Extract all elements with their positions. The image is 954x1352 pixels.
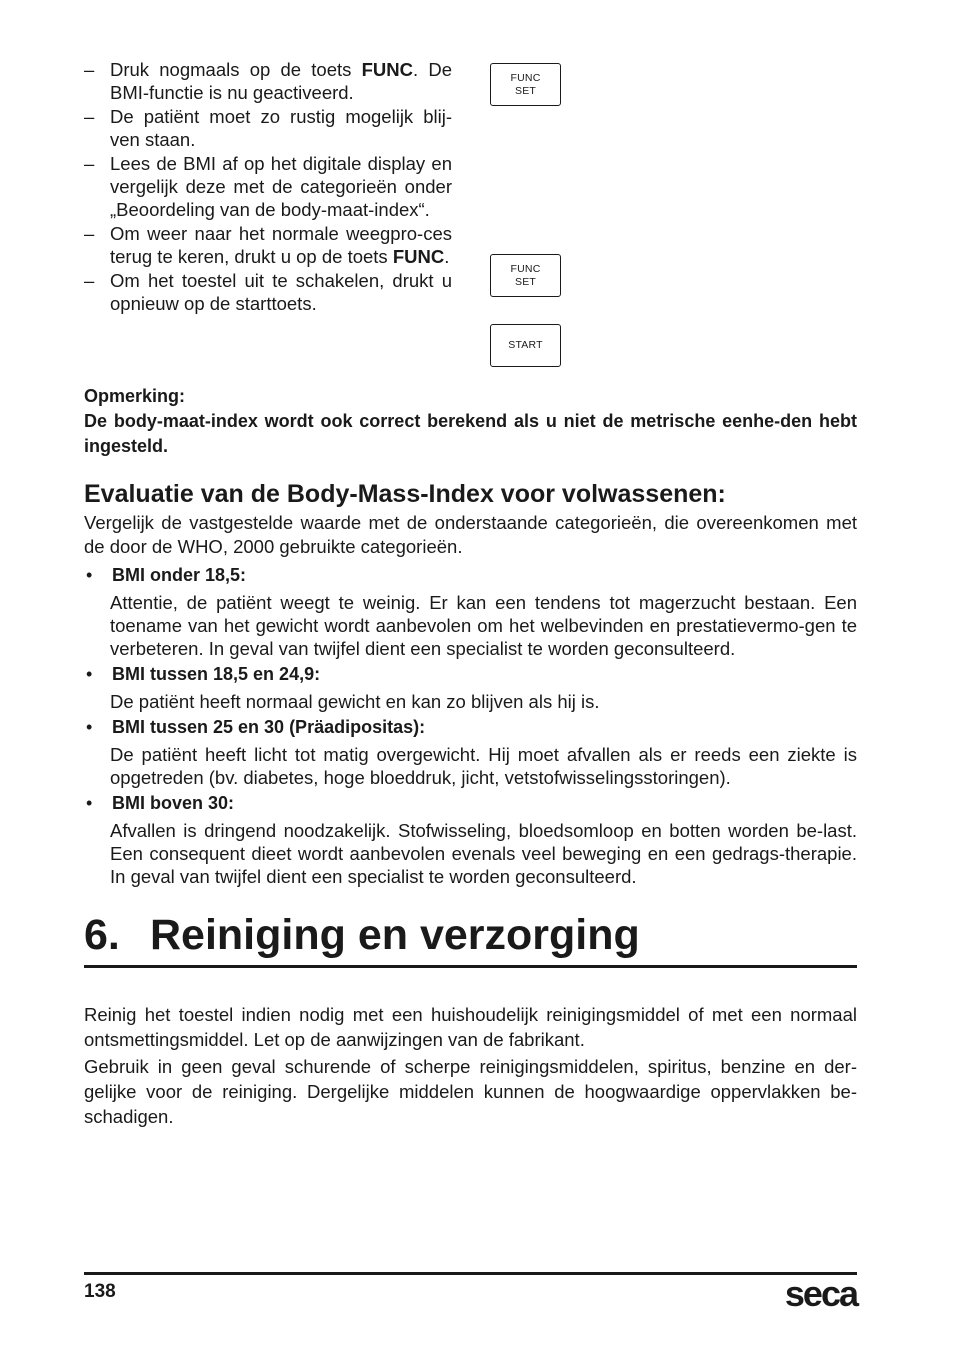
- footer-divider: [84, 1272, 857, 1275]
- bullet-dot: •: [86, 565, 93, 585]
- key-label: START: [508, 339, 543, 352]
- category-title: BMI boven 30:: [112, 793, 235, 813]
- seca-logo: seca: [784, 1273, 857, 1314]
- start-key-illustration: [490, 324, 561, 367]
- chapter-heading: [84, 907, 857, 963]
- bmi-category: [84, 791, 857, 888]
- bmi-category: [84, 662, 857, 713]
- step-item: [84, 222, 452, 268]
- category-title: BMI tussen 18,5 en 24,9:: [112, 664, 321, 684]
- key-label: SET: [514, 84, 537, 97]
- step-item: [84, 105, 452, 151]
- page-number: 138: [84, 1281, 116, 1302]
- dash-bullet: –: [84, 223, 95, 244]
- step-text: Druk nogmaals op de toets FUNC. De BMI-functie is nu geactiveerd.: [110, 59, 452, 103]
- step-item: [84, 58, 452, 104]
- func-set-key-illustration: [490, 254, 561, 297]
- bullet-dot: •: [86, 793, 93, 813]
- bmi-category: [84, 563, 857, 660]
- chapter-number: 6.: [84, 911, 120, 959]
- category-text: Attentie, de patiënt weegt te weinig. Er kan een tendens tot magerzucht bestaan. Een toename van het gewicht wordt aanbevolen om het welbevinden en prestatievermo-gen te verbeteren. In geval van twijfel dient een specialist te worden geconsulteerd.: [110, 592, 857, 659]
- step-text: Om weer naar het normale weegpro-ces terug te keren, drukt u op de toets FUNC.: [110, 223, 452, 267]
- step-text: Lees de BMI af op het digitale display en vergelijk deze met de categorieën onder „Beoordeling van de body-maat-index“.: [110, 153, 452, 220]
- bullet-dot: •: [86, 717, 93, 737]
- category-text: De patiënt heeft licht tot matig overgewicht. Hij moet afvallen als er reeds een ziekte is opgetreden (bv. diabetes, hoge bloeddruk, jicht, vetstofwisselingsstoringen).: [110, 744, 857, 788]
- category-title-row: [84, 662, 857, 686]
- instruction-steps: [84, 58, 452, 316]
- bmi-category: [84, 715, 857, 789]
- step-item: [84, 152, 452, 221]
- bullet-dot: •: [86, 664, 93, 684]
- category-title-row: [84, 791, 857, 815]
- dash-bullet: –: [84, 153, 95, 174]
- category-title: BMI tussen 25 en 30 (Präadipositas):: [112, 717, 426, 737]
- key-label: FUNC: [510, 263, 541, 275]
- dash-bullet: –: [84, 270, 95, 291]
- step-text: Om het toestel uit te schakelen, drukt u opnieuw op de starttoets.: [110, 270, 452, 314]
- category-title-row: [84, 563, 857, 587]
- note-heading: Opmerking:: [84, 386, 186, 406]
- note-text: De body-maat-index wordt ook correct berekend als u niet de metrische eenhe-den hebt ingesteld.: [84, 411, 857, 456]
- dash-bullet: –: [84, 106, 95, 127]
- step-item: [84, 269, 452, 315]
- category-title-row: [84, 715, 857, 739]
- note-block: [84, 384, 857, 459]
- cleaning-paragraph: Gebruik in geen geval schurende of scherpe reinigingsmiddelen, spiritus, benzine en der-gelijke voor de reiniging. Dergelijke middelen kunnen de hoogwaardige oppervlakken be-schadigen.: [84, 1056, 857, 1127]
- key-label: FUNC: [510, 72, 541, 84]
- chapter-title: Reiniging en verzorging: [150, 911, 640, 959]
- step-text: De patiënt moet zo rustig mogelijk blij-ven staan.: [110, 106, 452, 150]
- key-label: SET: [514, 275, 537, 288]
- section-intro: Vergelijk de vastgestelde waarde met de onderstaande categorieën, die overeenkomen met de door de WHO, 2000 gebruikte categorieën.: [84, 512, 857, 557]
- dash-bullet: –: [84, 59, 95, 80]
- bmi-category-list: [84, 563, 857, 890]
- category-text: De patiënt heeft normaal gewicht en kan zo blijven als hij is.: [110, 691, 600, 712]
- section-heading: Evaluatie van de Body-Mass-Index voor volwassenen:: [84, 480, 726, 508]
- category-text: Afvallen is dringend noodzakelijk. Stofwisseling, bloedsomloop en botten worden be-last. Een consequent dieet wordt aanbevolen evenals veel beweging en een gedrags-therapie. In geval van twijfel dient een specialist te worden geconsulteerd.: [110, 820, 857, 887]
- func-set-key-illustration: [490, 63, 561, 106]
- category-title: BMI onder 18,5:: [112, 565, 247, 585]
- chapter-divider: [84, 965, 857, 968]
- cleaning-paragraph: Reinig het toestel indien nodig met een huishoudelijk reinigingsmiddel of met een normaal ontsmettingsmiddel. Let op de aanwijzingen van de fabrikant.: [84, 1004, 857, 1050]
